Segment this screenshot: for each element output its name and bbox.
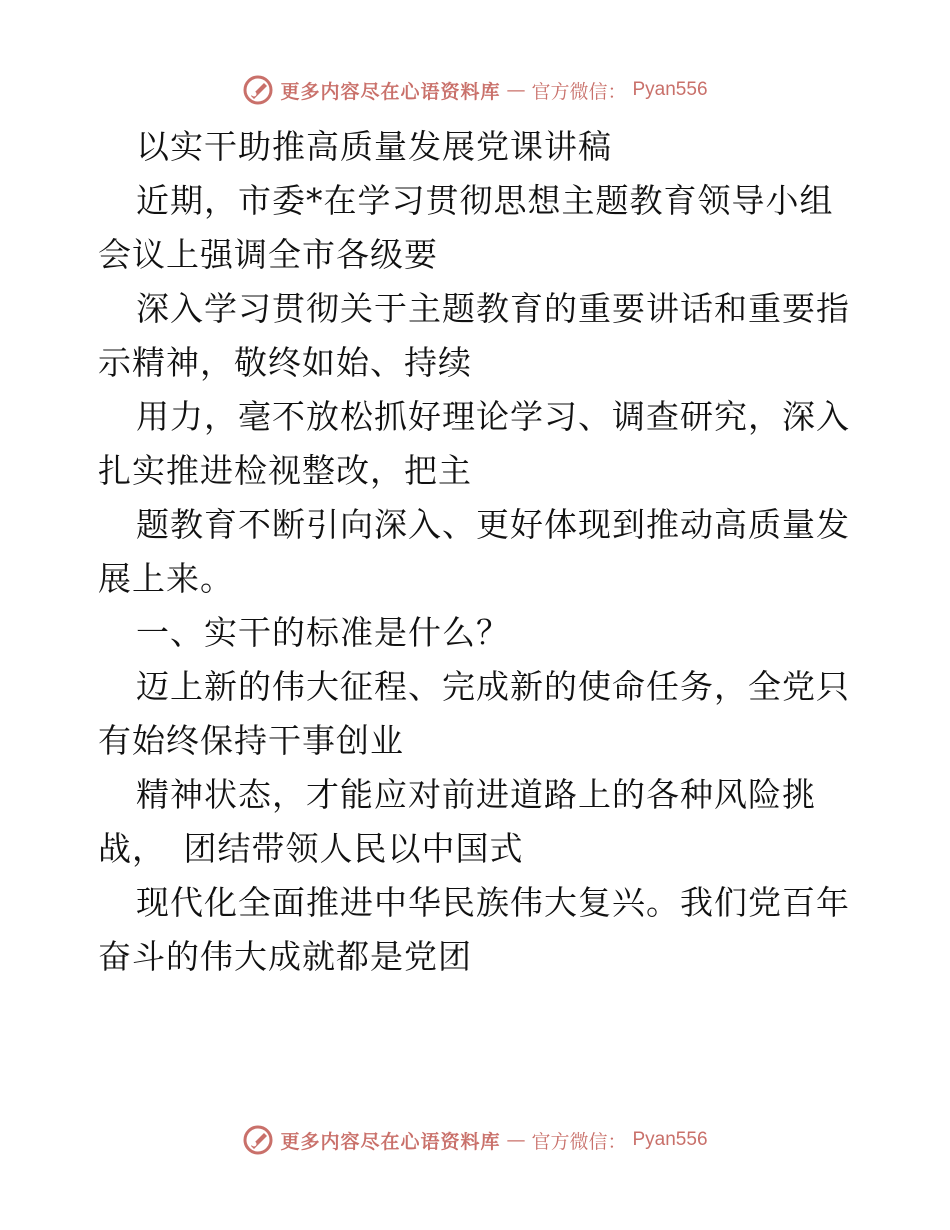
text-line: 用力，毫不放松抓好理论学习、调查研究，深入 bbox=[136, 397, 850, 436]
text-line: 精神状态，才能应对前进道路上的各种风险挑 bbox=[136, 775, 816, 814]
header-watermark bbox=[0, 70, 950, 110]
text-line: 展上来。 bbox=[98, 559, 234, 598]
watermark-dash: — bbox=[506, 1129, 526, 1151]
document-body bbox=[98, 120, 858, 984]
text-line: 一、实干的标准是什么？ bbox=[136, 613, 510, 652]
text-line: 迈上新的伟大征程、完成新的使命任务，全党只 bbox=[136, 667, 850, 706]
watermark-official-label: 官方微信： bbox=[531, 1130, 627, 1153]
text-line: 扎实推进检视整改，把主 bbox=[98, 451, 472, 490]
brand-logo-icon bbox=[242, 1124, 274, 1156]
watermark-main-text: 更多内容尽在心语资料库 bbox=[280, 1130, 501, 1153]
text-line: 有始终保持干事创业 bbox=[98, 721, 404, 760]
watermark-wechat-id: Pyan556 bbox=[632, 1129, 708, 1150]
watermark-dash: — bbox=[506, 79, 526, 101]
watermark-official-label: 官方微信： bbox=[531, 80, 627, 103]
document-title: 以实干助推高质量发展党课讲稿 bbox=[136, 127, 612, 166]
watermark-main-text: 更多内容尽在心语资料库 bbox=[280, 80, 501, 103]
text-line: 战， 团结带领人民以中国式 bbox=[98, 829, 524, 868]
text-line: 近期，市委*在学习贯彻思想主题教育领导小组 bbox=[136, 181, 834, 220]
text-line: 深入学习贯彻关于主题教育的重要讲话和重要指 bbox=[136, 289, 850, 328]
text-line: 现代化全面推进中华民族伟大复兴。我们党百年 bbox=[136, 883, 850, 922]
brand-logo-icon bbox=[242, 74, 274, 106]
footer-watermark bbox=[0, 1120, 950, 1160]
watermark-wechat-id: Pyan556 bbox=[632, 79, 708, 100]
text-line: 题教育不断引向深入、更好体现到推动高质量发 bbox=[136, 505, 850, 544]
text-line: 示精神，敬终如始、持续 bbox=[98, 343, 472, 382]
text-line: 奋斗的伟大成就都是党团 bbox=[98, 937, 472, 976]
text-line: 会议上强调全市各级要 bbox=[98, 235, 438, 274]
